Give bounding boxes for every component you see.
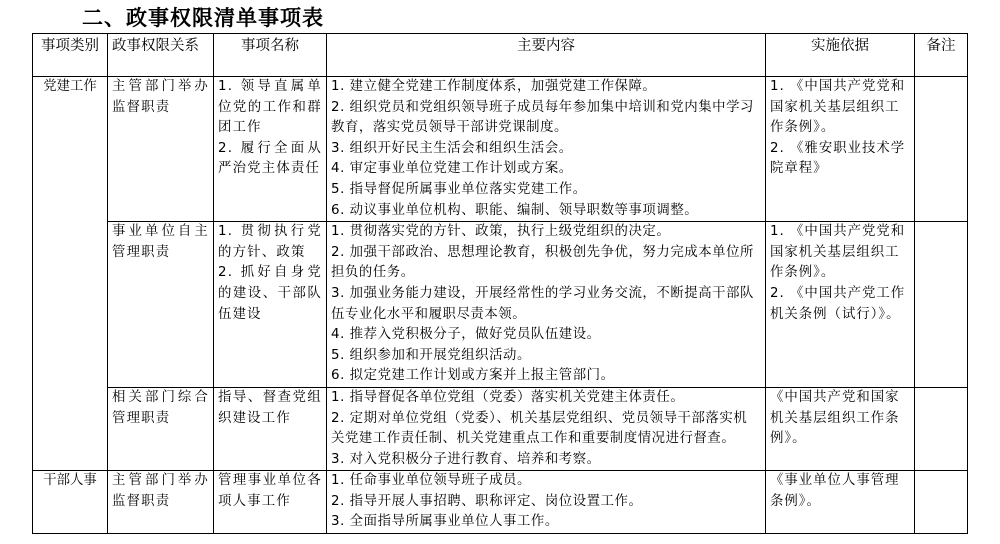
basis-line: 《事业单位人事管理条例》。 bbox=[770, 473, 900, 509]
remark-cell bbox=[915, 77, 968, 222]
header-category: 事项类别 bbox=[33, 34, 108, 77]
content-line: 3. 全面指导所属事业单位人事工作。 bbox=[331, 514, 559, 530]
content-line: 2. 组织党员和党组织领导班子成员每年参加集中培训和党内集中学习教育，落实党员领导干部讲党课制度。 bbox=[331, 99, 754, 136]
name-cell bbox=[214, 222, 327, 388]
content-cell bbox=[327, 222, 766, 388]
basis-line: 1. 《中国共产党党和国家机关基层组织工作条例》。 bbox=[770, 79, 906, 136]
content-line: 4. 审定事业单位党建工作计划或方案。 bbox=[331, 161, 573, 177]
header-content: 主要内容 bbox=[327, 34, 766, 77]
table-row bbox=[33, 471, 968, 534]
content-line: 5. 指导督促所属事业单位落实党建工作。 bbox=[331, 181, 587, 197]
content-line: 3. 加强业务能力建设，开展经常性的学习业务交流，不断提高干部队伍专业化水平和履职尽责本领。 bbox=[331, 285, 754, 322]
content-line: 1. 建立健全党建工作制度体系，加强党建工作保障。 bbox=[331, 79, 657, 94]
header-basis: 实施依据 bbox=[766, 34, 915, 77]
content-line: 2. 指导开展人事招聘、职称评定、岗位设置工作。 bbox=[331, 493, 643, 509]
basis-line: 1. 《中国共产党党和国家机关基层组织工作条例》。 bbox=[770, 224, 906, 281]
remark-cell bbox=[915, 387, 968, 470]
content-line: 2. 定期对单位党组（党委）、机关基层党组织、党员领导干部落实机关党建工作责任制、机关党建重点工作和重要制度情况进行督查。 bbox=[331, 410, 748, 447]
content-line: 3. 组织开好民主生活会和组织生活会。 bbox=[331, 140, 573, 156]
name-line: 管理事业单位各项人事工作 bbox=[218, 473, 322, 509]
header-relation: 政事权限关系 bbox=[108, 34, 214, 77]
table-row bbox=[33, 222, 968, 388]
name-line: 1. 贯彻执行党的方针、政策 bbox=[218, 224, 322, 260]
content-cell bbox=[327, 471, 766, 534]
name-line: 指导、督查党组织建设工作 bbox=[218, 389, 322, 426]
content-line: 2. 加强干部政治、思想理论教育，积极创先争优，努力完成本单位所担负的任务。 bbox=[331, 244, 754, 281]
content-line: 3. 对入党积极分子进行教育、培养和考察。 bbox=[331, 451, 601, 467]
header-name: 事项名称 bbox=[214, 34, 327, 77]
basis-cell bbox=[766, 471, 915, 534]
page-title: 二、政事权限清单事项表 bbox=[82, 6, 324, 30]
remark-cell bbox=[915, 222, 968, 388]
relation-cell: 主管部门举办监督职责 bbox=[108, 77, 214, 222]
relation-cell: 事业单位自主管理职责 bbox=[108, 222, 214, 388]
table-row bbox=[33, 387, 968, 470]
content-line: 1. 指导督促各单位党组（党委）落实机关党建主体责任。 bbox=[331, 389, 685, 405]
content-line: 5. 组织参加和开展党组织活动。 bbox=[331, 347, 531, 363]
matters-table bbox=[32, 33, 968, 534]
basis-cell bbox=[766, 387, 915, 470]
basis-cell bbox=[766, 77, 915, 222]
name-line: 2. 履行全面从严治党主体责任 bbox=[218, 140, 322, 177]
category-cell: 干部人事 bbox=[33, 471, 108, 534]
relation-cell: 主管部门举办监督职责 bbox=[108, 471, 214, 534]
content-line: 1. 任命事业单位领导班子成员。 bbox=[331, 473, 531, 489]
name-cell bbox=[214, 77, 327, 222]
content-cell bbox=[327, 77, 766, 222]
content-line: 4. 推荐入党积极分子，做好党员队伍建设。 bbox=[331, 327, 601, 343]
name-line: 2. 抓好自身党的建设、干部队伍建设 bbox=[218, 265, 322, 322]
content-line: 6. 动议事业单位机构、职能、编制、领导职数等事项调整。 bbox=[331, 202, 699, 218]
relation-cell: 相关部门综合管理职责 bbox=[108, 387, 214, 470]
name-cell bbox=[214, 471, 327, 534]
basis-line: 2. 《中国共产党工作机关条例（试行）》。 bbox=[770, 285, 906, 322]
name-line: 1. 领导直属单位党的工作和群团工作 bbox=[218, 79, 322, 136]
basis-cell bbox=[766, 222, 915, 388]
category-cell: 党建工作 bbox=[33, 77, 108, 471]
header-remark: 备注 bbox=[915, 34, 968, 77]
content-line: 1. 贯彻落实党的方针、政策，执行上级党组织的决定。 bbox=[331, 224, 671, 240]
header-row bbox=[33, 34, 968, 77]
content-cell bbox=[327, 387, 766, 470]
content-line: 6. 拟定党建工作计划或方案并上报主管部门。 bbox=[331, 368, 615, 384]
name-cell bbox=[214, 387, 327, 470]
basis-line: 2. 《雅安职业技术学院章程》 bbox=[770, 140, 906, 177]
basis-line: 《中国共产党和国家机关基层组织工作条例》。 bbox=[770, 389, 900, 447]
remark-cell bbox=[915, 471, 968, 534]
table-row bbox=[33, 77, 968, 222]
